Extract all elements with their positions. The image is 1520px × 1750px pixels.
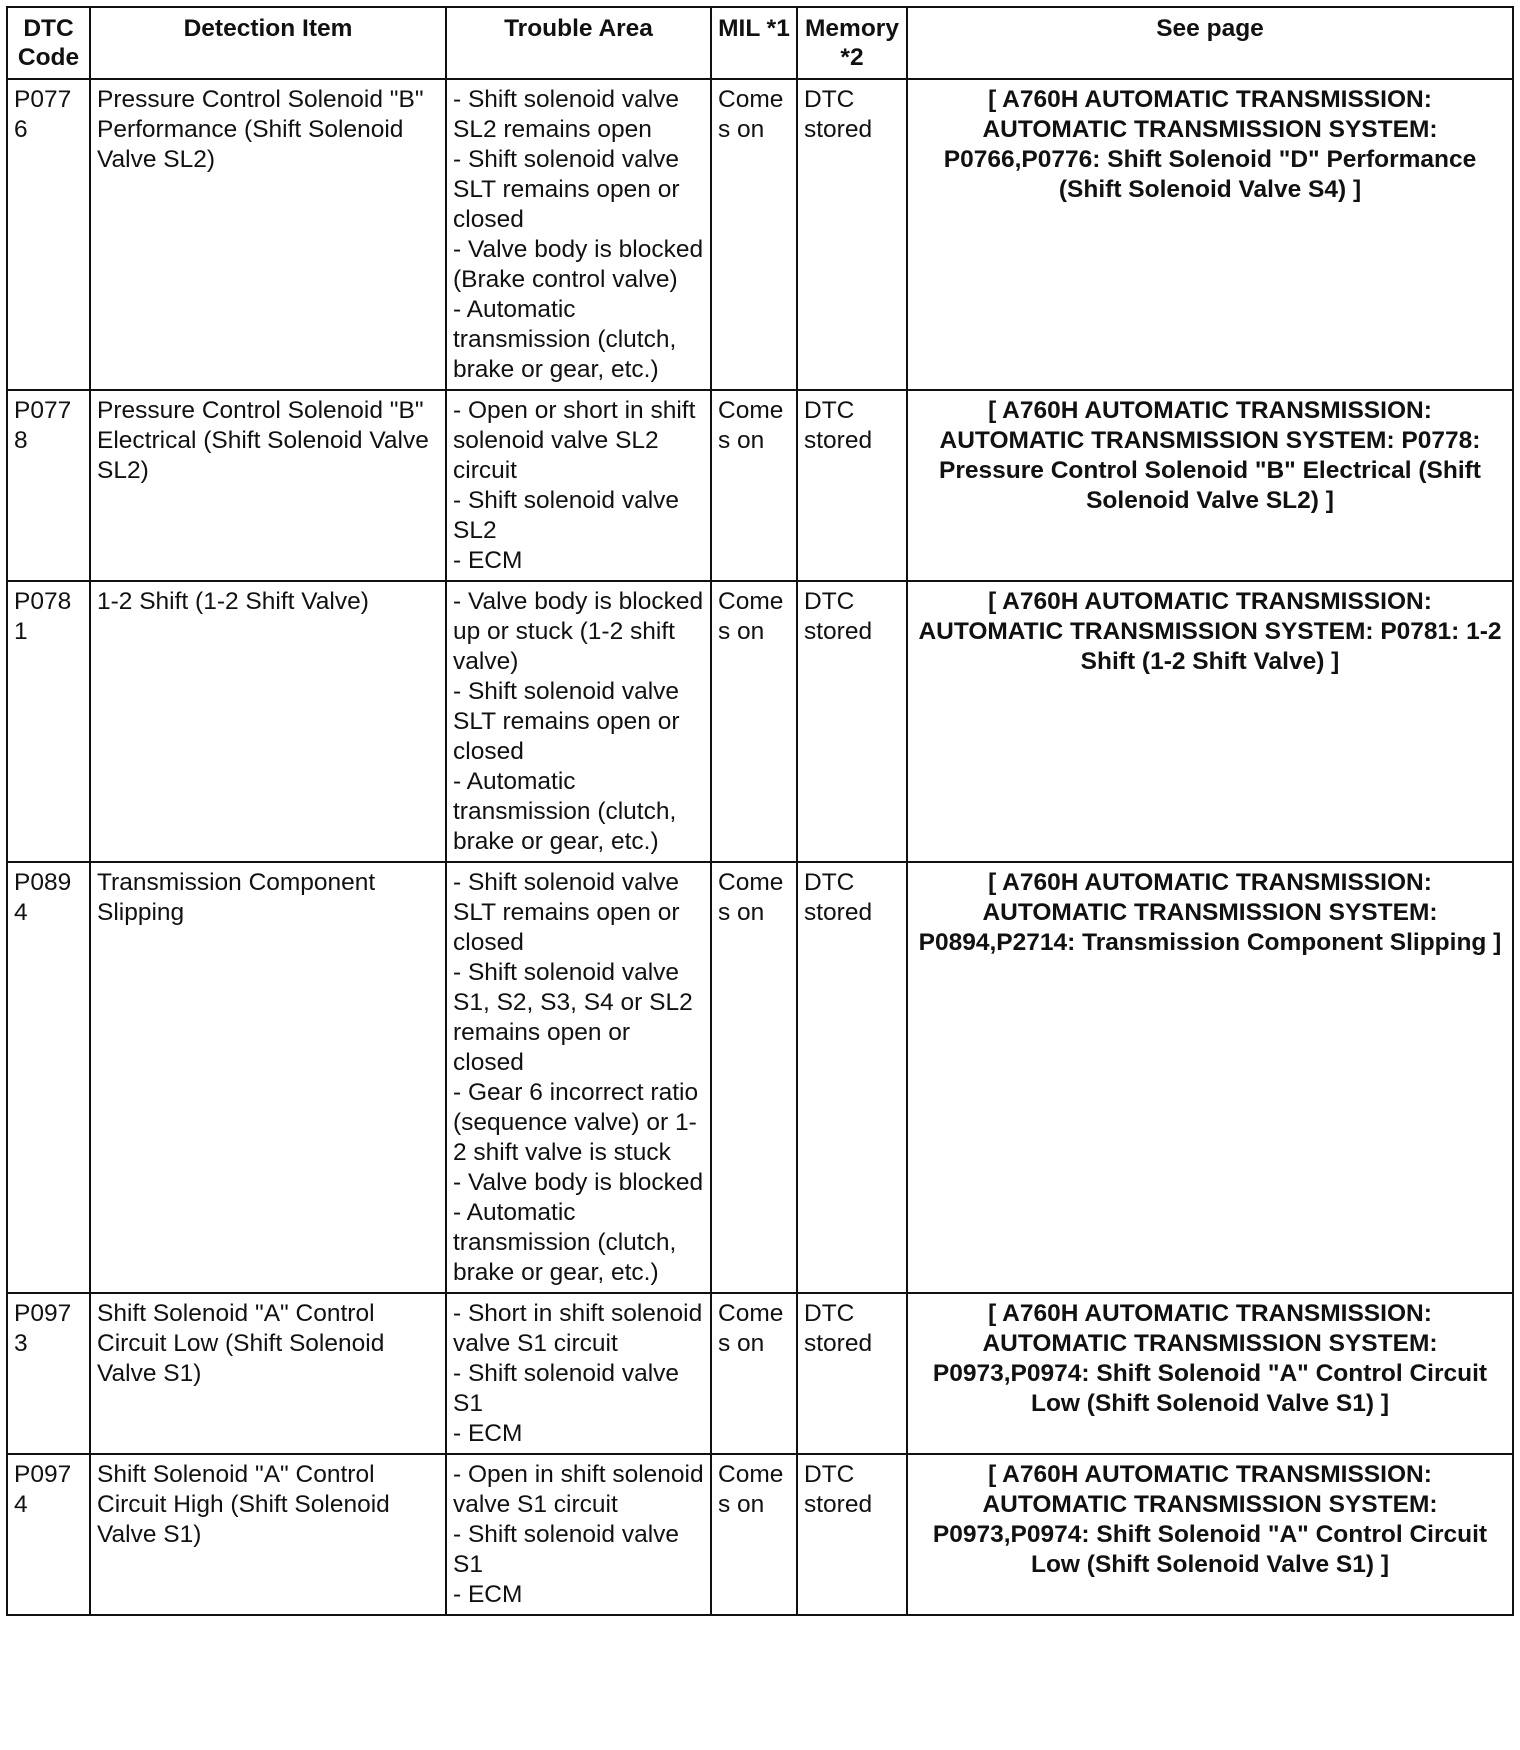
dtc-table [6, 6, 1514, 1616]
table-row [7, 1454, 1513, 1615]
trouble-area-line: - Open in shift solenoid valve S1 circuit [453, 1461, 704, 1518]
trouble-area-line: - Valve body is blocked [453, 1169, 704, 1196]
mil-cell: Comes on [711, 1293, 797, 1454]
trouble-area-line: - Automatic transmission (clutch, brake or gear, etc.) [453, 1199, 677, 1286]
see-page-link[interactable]: [ A760H AUTOMATIC TRANSMISSION: AUTOMATIC TRANSMISSION SYSTEM: P0766,P0776: Shift Solenoid "D" Performance (Shift Solenoid Valve S4) ] [907, 79, 1513, 390]
trouble-area-line: - Shift solenoid valve SLT remains open or closed [453, 869, 680, 956]
dtc-code-cell: P0781 [7, 581, 90, 862]
see-page-link[interactable]: [ A760H AUTOMATIC TRANSMISSION: AUTOMATIC TRANSMISSION SYSTEM: P0781: 1-2 Shift (1-2 Shift Valve) ] [907, 581, 1513, 862]
trouble-area-line: - Shift solenoid valve SL2 [453, 487, 680, 544]
mil-cell: Comes on [711, 581, 797, 862]
memory-cell: DTC stored [797, 390, 907, 581]
trouble-area-cell [446, 862, 711, 1293]
dtc-code-cell: P0776 [7, 79, 90, 390]
dtc-code-cell: P0894 [7, 862, 90, 1293]
trouble-area-line: - Shift solenoid valve S1 [453, 1360, 680, 1417]
trouble-area-line: - ECM [453, 547, 523, 574]
trouble-area-line: - Shift solenoid valve SLT remains open or closed [453, 146, 680, 233]
trouble-area-cell [446, 581, 711, 862]
mil-cell: Comes on [711, 1454, 797, 1615]
detection-item-cell: Pressure Control Solenoid "B" Electrical (Shift Solenoid Valve SL2) [90, 390, 446, 581]
header-trouble-area: Trouble Area [446, 7, 711, 79]
dtc-code-cell: P0778 [7, 390, 90, 581]
trouble-area-line: - Automatic transmission (clutch, brake or gear, etc.) [453, 296, 677, 383]
see-page-link[interactable]: [ A760H AUTOMATIC TRANSMISSION: AUTOMATIC TRANSMISSION SYSTEM: P0894,P2714: Transmission Component Slipping ] [907, 862, 1513, 1293]
trouble-area-cell [446, 390, 711, 581]
header-dtc-code: DTC Code [7, 7, 90, 79]
trouble-area-line: - Valve body is blocked (Brake control valve) [453, 236, 704, 293]
table-row [7, 390, 1513, 581]
trouble-area-cell [446, 79, 711, 390]
table-row [7, 79, 1513, 390]
memory-cell: DTC stored [797, 79, 907, 390]
trouble-area-line: - Automatic transmission (clutch, brake or gear, etc.) [453, 768, 677, 855]
memory-cell: DTC stored [797, 862, 907, 1293]
see-page-link[interactable]: [ A760H AUTOMATIC TRANSMISSION: AUTOMATIC TRANSMISSION SYSTEM: P0778: Pressure Control Solenoid "B" Electrical (Shift Solenoid Valve SL2) ] [907, 390, 1513, 581]
trouble-area-line: - Shift solenoid valve SL2 remains open [453, 86, 680, 143]
see-page-link[interactable]: [ A760H AUTOMATIC TRANSMISSION: AUTOMATIC TRANSMISSION SYSTEM: P0973,P0974: Shift Solenoid "A" Control Circuit Low (Shift Solenoid Valve S1) ] [907, 1293, 1513, 1454]
memory-cell: DTC stored [797, 1293, 907, 1454]
mil-cell: Comes on [711, 390, 797, 581]
detection-item-cell: Pressure Control Solenoid "B" Performance (Shift Solenoid Valve SL2) [90, 79, 446, 390]
mil-cell: Comes on [711, 79, 797, 390]
table-body [7, 79, 1513, 1615]
trouble-area-line: - Gear 6 incorrect ratio (sequence valve) or 1-2 shift valve is stuck [453, 1079, 699, 1166]
trouble-area-line: - ECM [453, 1581, 523, 1608]
detection-item-cell: Shift Solenoid "A" Control Circuit Low (Shift Solenoid Valve S1) [90, 1293, 446, 1454]
detection-item-cell: Transmission Component Slipping [90, 862, 446, 1293]
trouble-area-line: - Short in shift solenoid valve S1 circuit [453, 1300, 703, 1357]
see-page-link[interactable]: [ A760H AUTOMATIC TRANSMISSION: AUTOMATIC TRANSMISSION SYSTEM: P0973,P0974: Shift Solenoid "A" Control Circuit Low (Shift Solenoid Valve S1) ] [907, 1454, 1513, 1615]
memory-cell: DTC stored [797, 581, 907, 862]
detection-item-cell: 1-2 Shift (1-2 Shift Valve) [90, 581, 446, 862]
table-row [7, 862, 1513, 1293]
table-row [7, 1293, 1513, 1454]
detection-item-cell: Shift Solenoid "A" Control Circuit High (Shift Solenoid Valve S1) [90, 1454, 446, 1615]
trouble-area-line: - Shift solenoid valve S1, S2, S3, S4 or SL2 remains open or closed [453, 959, 693, 1076]
trouble-area-cell [446, 1454, 711, 1615]
memory-cell: DTC stored [797, 1454, 907, 1615]
header-see-page: See page [907, 7, 1513, 79]
header-memory: Memory *2 [797, 7, 907, 79]
header-detection-item: Detection Item [90, 7, 446, 79]
mil-cell: Comes on [711, 862, 797, 1293]
dtc-code-cell: P0974 [7, 1454, 90, 1615]
header-mil: MIL *1 [711, 7, 797, 79]
header-row [7, 7, 1513, 79]
trouble-area-line: - Shift solenoid valve S1 [453, 1521, 680, 1578]
trouble-area-line: - Open or short in shift solenoid valve SL2 circuit [453, 397, 696, 484]
trouble-area-cell [446, 1293, 711, 1454]
trouble-area-line: - ECM [453, 1420, 523, 1447]
table-row [7, 581, 1513, 862]
trouble-area-line: - Shift solenoid valve SLT remains open or closed [453, 678, 680, 765]
dtc-code-cell: P0973 [7, 1293, 90, 1454]
trouble-area-line: - Valve body is blocked up or stuck (1-2 shift valve) [453, 588, 704, 675]
